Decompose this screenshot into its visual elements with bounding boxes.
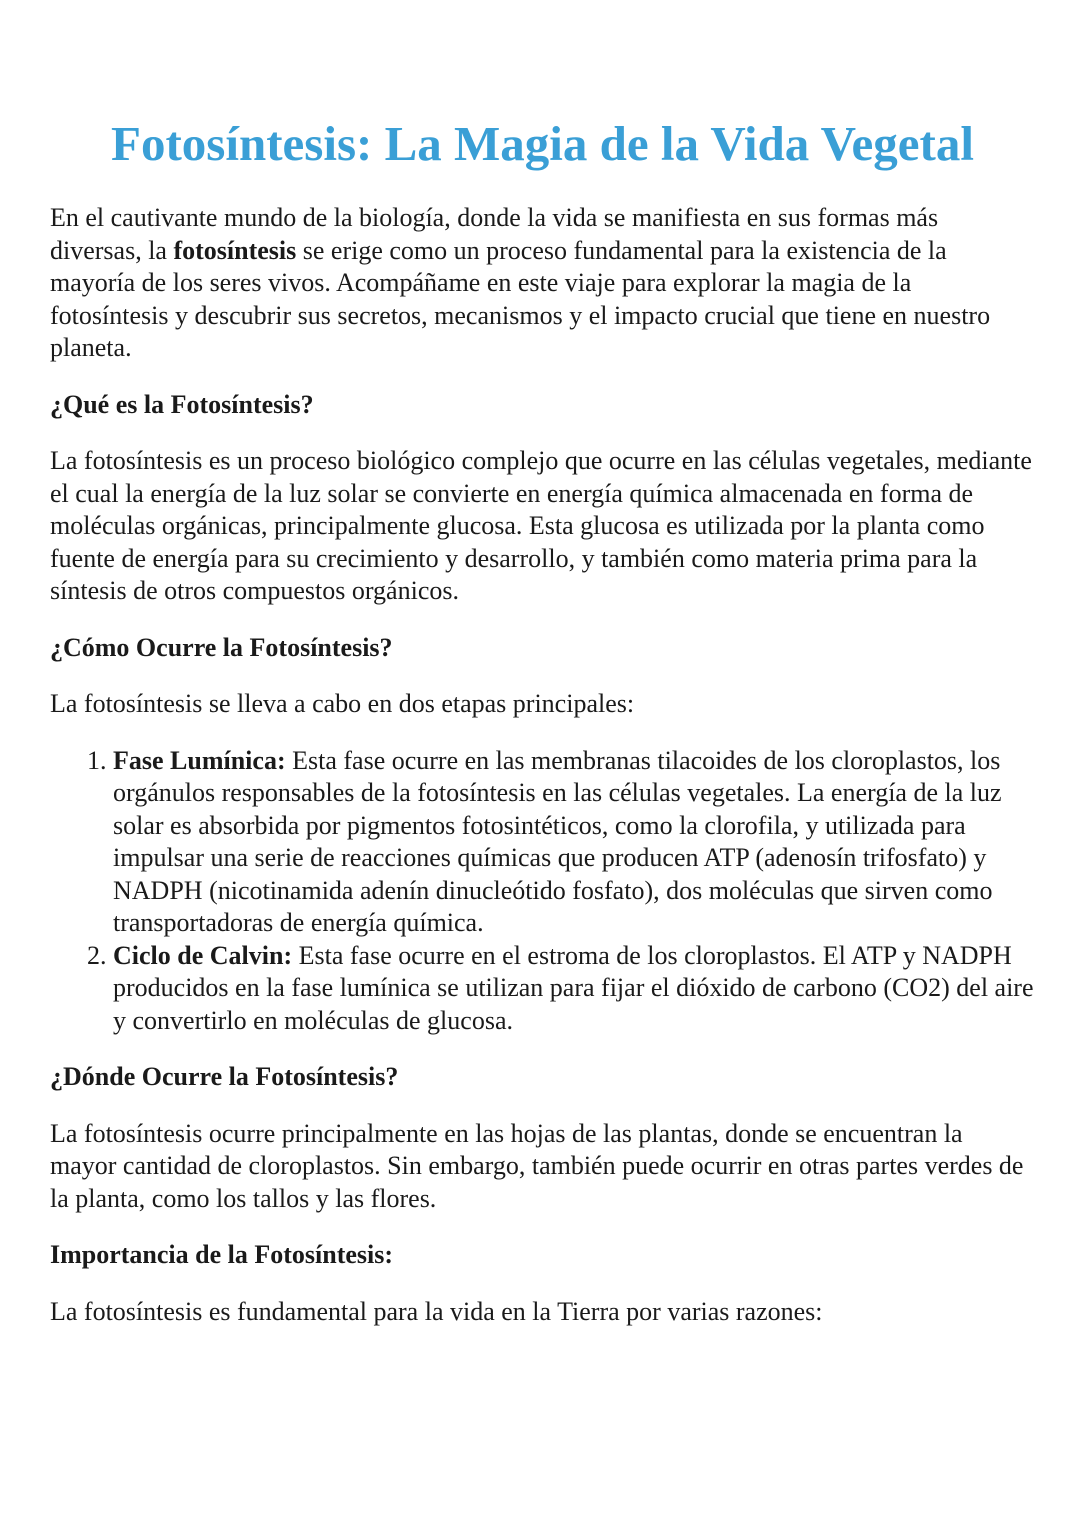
list-item	[113, 745, 1035, 940]
page-title: Fotosíntesis: La Magia de la Vida Vegetal	[111, 116, 974, 171]
section-text-how: La fotosíntesis se lleva a cabo en dos etapas principales:	[50, 689, 635, 718]
list-item	[113, 940, 1035, 1038]
section-text-where: La fotosíntesis ocurre principalmente en las hojas de las plantas, donde se encuentran la mayor cantidad de cloroplastos. Sin embargo, también puede ocurrir en otras partes verdes de la planta, como los tallos y las flores.	[50, 1118, 1024, 1213]
section-heading-what: ¿Qué es la Fotosíntesis?	[50, 389, 314, 419]
intro-paragraph	[50, 202, 1035, 365]
intro-text-start: En el cautivante mundo de la biología, donde la vida se manifiesta en sus formas más diversas, la	[50, 203, 939, 265]
section-text-what: La fotosíntesis es un proceso biológico complejo que ocurre en las células vegetales, mediante el cual la energía de la luz solar se convierte en energía química almacenada en forma de moléculas orgánicas, principalmente glucosa. Esta glucosa es utilizada por la planta como fuente de energía para su crecimiento y desarrollo, y también como materia prima para la síntesis de otros compuestos orgánicos.	[50, 446, 1032, 605]
list-item-text: Esta fase ocurre en las membranas tilacoides de los cloroplastos, los orgánulos responsables de la fotosíntesis en las células vegetales. La energía de la luz solar es absorbida por pigmentos fotosintéticos, como la clorofila, y utilizada para impulsar una serie de reacciones químicas que producen ATP (adenosín trifosfato) y NADPH (nicotinamida adenín dinucleótido fosfato), dos moléculas que sirven como transportadoras de energía química.	[113, 745, 1002, 937]
section-heading-where: ¿Dónde Ocurre la Fotosíntesis?	[50, 1062, 399, 1091]
list-item-label: Fase Lumínica:	[113, 745, 286, 775]
list-item-text: Esta fase ocurre en el estroma de los cloroplastos. El ATP y NADPH producidos en la fase lumínica se utilizan para fijar el dióxido de carbono (CO2) del aire y convertirlo en moléculas de glucosa.	[113, 940, 1034, 1035]
intro-text-end: se erige como un proceso fundamental para la existencia de la mayoría de los seres vivos. Acompáñame en este viaje para explorar la magia de la fotosíntesis y descubrir sus secretos, mecanismos y el impacto crucial que tiene en nuestro planeta.	[50, 235, 991, 362]
section-heading-how: ¿Cómo Ocurre la Fotosíntesis?	[50, 632, 393, 662]
stages-list	[50, 745, 1035, 1038]
list-item-label: Ciclo de Calvin:	[113, 940, 293, 970]
section-text-importance: La fotosíntesis es fundamental para la vida en la Tierra por varias razones:	[50, 1296, 823, 1326]
document-page	[50, 110, 1035, 1352]
intro-bold-term: fotosíntesis	[173, 235, 297, 265]
section-heading-importance: Importancia de la Fotosíntesis:	[50, 1240, 394, 1269]
